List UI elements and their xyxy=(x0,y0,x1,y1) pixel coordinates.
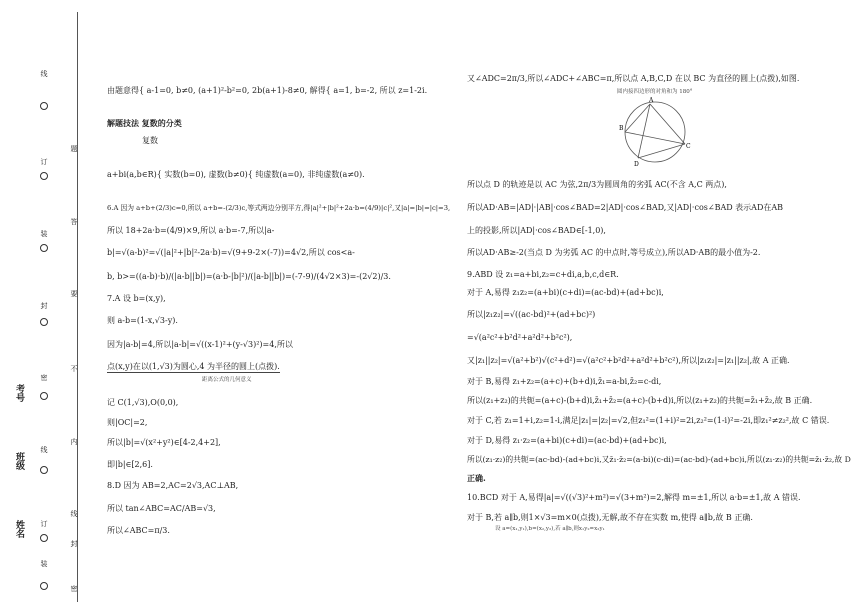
solution-line: 6.A 因为 a+b+(2/3)c=0,所以 a+b=-(2/3)c,等式两边分别平方,得|a|²+|b|²+2a·b=(4/9)|c|²,又|a|=|b|=|c|=3, xyxy=(107,204,451,212)
binding-circle xyxy=(40,582,48,590)
solution-line: 则 a-b=(1-x,√3-y). xyxy=(107,316,178,325)
solution-line: 复数 xyxy=(142,136,158,145)
solution-line: 正确. xyxy=(467,473,486,483)
solution-line: 10.BCD 对于 A,易得|a|=√((√3)²+m²)=√(3+m²)=2,解得 m=±1,所以 a·b=±1,故 A 错误. xyxy=(467,493,801,502)
solution-line: 对于 D,易得 z₁·z₂=(a+bi)(c+di)=(ac-bd)+(ad+bc)i, xyxy=(467,436,667,445)
margin-label: 装 xyxy=(40,560,48,567)
solution-line: 所以 18+2a·b=(4/9)×9,所以 a·b=-7,所以|a- xyxy=(107,226,275,235)
solution-line: 所以点 D 的轨迹是以 AC 为弦,2π/3为圆周角的劣弧 AC(不含 A,C 两点), xyxy=(467,180,727,189)
solution-line: 所以|z₁z₂|=√((ac-bd)²+(ad+bc)²) xyxy=(467,310,596,319)
margin-inner-label: 不 xyxy=(70,365,78,372)
margin-label: 密 xyxy=(40,374,48,381)
label-d: D xyxy=(634,161,639,168)
solution-line: 所以 tan∠ABC=AC/AB=√3, xyxy=(107,504,216,513)
solution-line: 点(x,y)在以(1,√3)为圆心,4 为半径的圆上(点拨). xyxy=(107,362,280,371)
margin-inner-label: 答 xyxy=(70,218,78,225)
binding-circle xyxy=(40,172,48,180)
label-c: C xyxy=(686,143,691,150)
solution-line: b|=√(a-b)²=√(|a|²+|b|²-2a·b)=√(9+9-2×(-7))=4√2,所以 cos<a- xyxy=(107,248,355,257)
solution-line: 设 a=(x₁,y₁),b=(x₂,y₂),若 a∥b,则x₁y₂=x₂y₁ xyxy=(495,526,605,532)
solution-line: =√(a²c²+b²d²+a²d²+b²c²), xyxy=(467,333,573,342)
solution-line: 对于 A,易得 z₁z₂=(a+bi)(c+di)=(ac-bd)+(ad+bc)i, xyxy=(467,288,664,297)
solution-line: 距离公式的几何意义 xyxy=(202,377,252,383)
solution-line: 由题意得{ a-1=0, b≠0, (a+1)²-b²=0, 2b(a+1)-8≠0, 解得{ a=1, b=-2, 所以 z=1-2i. xyxy=(107,86,428,95)
solution-line: 即|b|∈[2,6]. xyxy=(107,460,153,469)
label-a: A xyxy=(649,97,654,104)
binding-circle xyxy=(40,102,48,110)
binding-circle xyxy=(40,466,48,474)
solution-line: 因为|a-b|=4,所以|a-b|=√((x-1)²+(y-√3)²)=4,所以 xyxy=(107,340,293,349)
solution-line: a+bi(a,b∈R){ 实数(b=0), 虚数(b≠0){ 纯虚数(a=0), 非纯虚数(a≠0). xyxy=(107,170,365,179)
margin-inner-label: 密 xyxy=(70,585,78,592)
field-label: 姓名 xyxy=(14,520,24,538)
field-label: 班级 xyxy=(14,452,24,470)
margin-label: 线 xyxy=(40,446,48,453)
margin-label: 装 xyxy=(40,230,48,237)
margin-label: 订 xyxy=(40,520,48,527)
margin-inner-label: 内 xyxy=(70,438,78,445)
solution-line: 所以(z₁+z₂)的共轭=(a+c)-(b+d)i,z̄₁+z̄₂=(a+c)-(b+d)i,所以(z₁+z₂)的共轭=z̄₁+z̄₂,故 B 正确. xyxy=(467,396,813,405)
binding-circle xyxy=(40,534,48,542)
solution-line: 所以∠ABC=π/3. xyxy=(107,526,170,535)
binding-circle xyxy=(40,318,48,326)
solution-line: 对于 B,若 a∥b,则1×√3=m×0(点拨),无解,故不存在实数 m,使得 a∥b,故 B 正确. xyxy=(467,513,753,522)
margin-inner-label: 线 xyxy=(70,510,78,517)
solution-line: 8.D 因为 AB=2,AC=2√3,AC⊥AB, xyxy=(107,481,239,490)
margin-inner-label: 要 xyxy=(70,290,78,297)
left-column xyxy=(107,0,452,608)
solution-line: 对于 C,若 z₁=1+i,z₂=1-i,满足|z₁|=|z₂|=√2,但z₁²=(1+i)²=2i,z₂²=(1-i)²=-2i,即z₁²≠z₂²,故 C 错误. xyxy=(467,416,830,425)
solution-line: b, b>=((a-b)·b)/(|a-b||b|)=(a·b-|b|²)/(|a-b||b|)=(-7-9)/(4√2×3)=-(2√2)/3. xyxy=(107,272,391,281)
solution-line: 7.A 设 b=(x,y), xyxy=(107,294,166,303)
solution-line: 又∠ADC=2π/3,所以∠ADC+∠ABC=π,所以点 A,B,C,D 在以 BC 为直径的圆上(点拨),如图. xyxy=(467,74,800,83)
margin-label: 订 xyxy=(40,158,48,165)
margin-inner-label: 封 xyxy=(70,540,78,547)
margin-label: 线 xyxy=(40,70,48,77)
solution-line: 上的投影,所以|AD|·cos∠BAD∈[-1,0), xyxy=(467,226,606,235)
solution-line: 则|OC|=2, xyxy=(107,418,148,427)
circle-figure xyxy=(600,92,710,172)
solution-line: 所以AD·AB≥-2(当点 D 为劣弧 AC 的中点时,等号成立),所以AD·AB的最小值为-2. xyxy=(467,248,761,257)
binding-circle xyxy=(40,392,48,400)
label-b: B xyxy=(619,125,624,132)
solution-line: 圆内接四边形的对角和为 180° xyxy=(617,89,693,95)
solution-line: 9.ABD 设 z₁=a+bi,z₂=c+di,a,b,c,d∈R. xyxy=(467,270,619,279)
solution-line: 所以|b|=√(x²+y²)∈[4-2,4+2], xyxy=(107,438,221,447)
solution-line: 对于 B,易得 z₁+z₂=(a+c)+(b+d)i,z̄₁=a-bi,z̄₂=c-di, xyxy=(467,377,662,386)
solution-line: 解题技法 复数的分类 xyxy=(107,118,182,128)
solution-line: 所以AD·AB=|AD|·|AB|·cos∠BAD=2|AD|·cos∠BAD,又|AD|·cos∠BAD 表示AD在AB xyxy=(467,203,784,212)
field-label: 考号 xyxy=(14,384,24,402)
margin-label: 封 xyxy=(40,302,48,309)
solution-line: 记 C(1,√3),O(0,0), xyxy=(107,398,179,407)
binding-circle xyxy=(40,244,48,252)
solution-line: 又|z₁||z₂|=√(a²+b²)√(c²+d²)=√(a²c²+b²d²+a²d²+b²c²),所以|z₁z₂|=|z₁||z₂|,故 A 正确. xyxy=(467,356,790,365)
margin-inner-label: 题 xyxy=(70,145,78,152)
solution-line: 所以(z₁·z₂)的共轭=(ac-bd)-(ad+bc)i,又z̄₁·z̄₂=(a-bi)(c-di)=(ac-bd)-(ad+bc)i,所以(z₁·z₂)的共轭=z̄₁·z̄₂,故 D xyxy=(467,455,851,464)
